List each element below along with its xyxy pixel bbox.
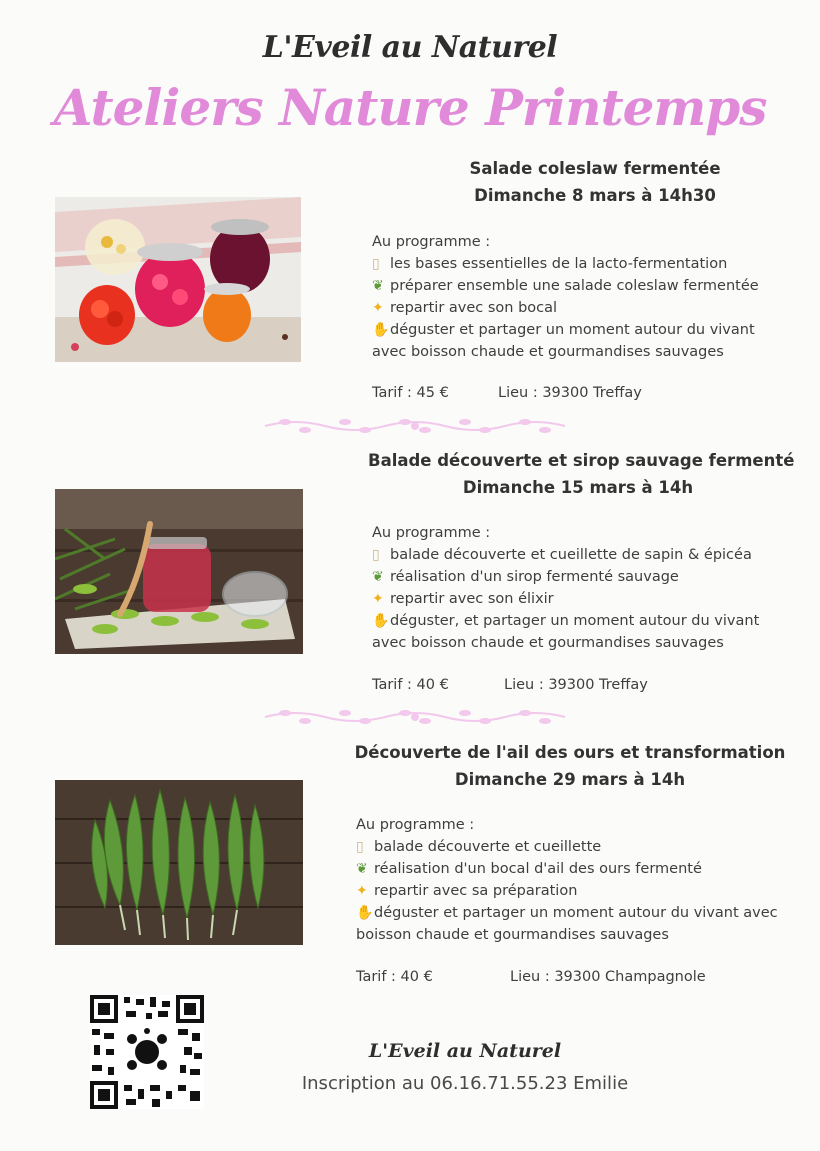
event-1-item: préparer ensemble une salade coleslaw fermentée bbox=[390, 278, 759, 294]
event-3-item: repartir avec sa préparation bbox=[374, 883, 578, 899]
event-3-header bbox=[350, 739, 790, 793]
event-1-photo-fermented-jars bbox=[55, 197, 301, 362]
footer-brand: L'Eveil au Naturel bbox=[368, 1040, 562, 1062]
sparkles-icon: ✦ bbox=[372, 300, 384, 316]
event-2-item: réalisation d'un sirop fermenté sauvage bbox=[390, 569, 679, 585]
event-3-item: déguster et partager un moment autour du vivant avec boisson chaude et gourmandises sauvages bbox=[356, 905, 778, 943]
event-1-item: repartir avec son bocal bbox=[390, 300, 558, 316]
jar-icon: ▯ bbox=[372, 547, 380, 563]
hands-icon: ✋ bbox=[356, 905, 374, 921]
contact-info: Inscription au 06.16.71.55.23 Emilie bbox=[301, 1073, 629, 1094]
event-2-programme bbox=[372, 522, 792, 654]
event-3-item: balade découverte et cueillette bbox=[374, 839, 602, 855]
event-2-price: Tarif : 40 € bbox=[372, 677, 449, 693]
floral-divider bbox=[255, 705, 575, 729]
event-3-item: réalisation d'un bocal d'ail des ours fermenté bbox=[374, 861, 702, 877]
event-3-date: Dimanche 29 mars à 14h bbox=[454, 770, 686, 789]
jar-icon: ▯ bbox=[356, 839, 364, 855]
sparkles-icon: ✦ bbox=[372, 591, 384, 607]
jar-icon: ▯ bbox=[372, 256, 380, 272]
leaf-icon: ❦ bbox=[372, 278, 384, 294]
event-1-item: déguster et partager un moment autour du vivant avec boisson chaude et gourmandises sauvages bbox=[372, 322, 755, 360]
event-1-title: Salade coleslaw fermentée bbox=[469, 159, 721, 178]
event-1-programme-label: Au programme : bbox=[372, 234, 491, 250]
event-3-programme-label: Au programme : bbox=[356, 817, 475, 833]
page-title: Ateliers Nature Printemps bbox=[53, 78, 767, 137]
event-3-pricing bbox=[356, 969, 706, 985]
hands-icon: ✋ bbox=[372, 613, 390, 629]
event-1-pricing bbox=[372, 385, 642, 401]
event-3-photo-wild-garlic bbox=[55, 780, 303, 945]
event-2-item: déguster, et partager un moment autour du vivant avec boisson chaude et gourmandises sauvages bbox=[372, 613, 760, 651]
brand-name: L'Eveil au Naturel bbox=[262, 30, 558, 65]
event-2-header bbox=[368, 447, 795, 501]
qr-code[interactable] bbox=[90, 995, 204, 1109]
event-1-date: Dimanche 8 mars à 14h30 bbox=[474, 186, 716, 205]
event-1-item: les bases essentielles de la lacto-fermentation bbox=[390, 256, 728, 272]
event-3-location: Lieu : 39300 Champagnole bbox=[510, 969, 706, 985]
event-2-location: Lieu : 39300 Treffay bbox=[504, 677, 648, 693]
event-2-date: Dimanche 15 mars à 14h bbox=[462, 478, 694, 497]
event-2-pricing bbox=[372, 677, 648, 693]
event-2-programme-label: Au programme : bbox=[372, 525, 491, 541]
leaf-icon: ❦ bbox=[356, 861, 368, 877]
leaf-icon: ❦ bbox=[372, 569, 384, 585]
event-2-item: repartir avec son élixir bbox=[390, 591, 554, 607]
hands-icon: ✋ bbox=[372, 322, 390, 338]
event-3-title: Découverte de l'ail des ours et transformation bbox=[354, 743, 786, 762]
event-1-price: Tarif : 45 € bbox=[372, 385, 449, 401]
sparkles-icon: ✦ bbox=[356, 883, 368, 899]
event-1-location: Lieu : 39300 Treffay bbox=[498, 385, 642, 401]
event-3-price: Tarif : 40 € bbox=[356, 969, 433, 985]
event-3-programme bbox=[356, 814, 786, 946]
event-2-item: balade découverte et cueillette de sapin & épicéa bbox=[390, 547, 752, 563]
event-1-header bbox=[420, 155, 770, 209]
floral-divider bbox=[255, 414, 575, 438]
event-1-programme bbox=[372, 231, 792, 363]
event-2-title: Balade découverte et sirop sauvage fermenté bbox=[368, 451, 795, 470]
event-2-photo-syrup-jar bbox=[55, 489, 303, 654]
